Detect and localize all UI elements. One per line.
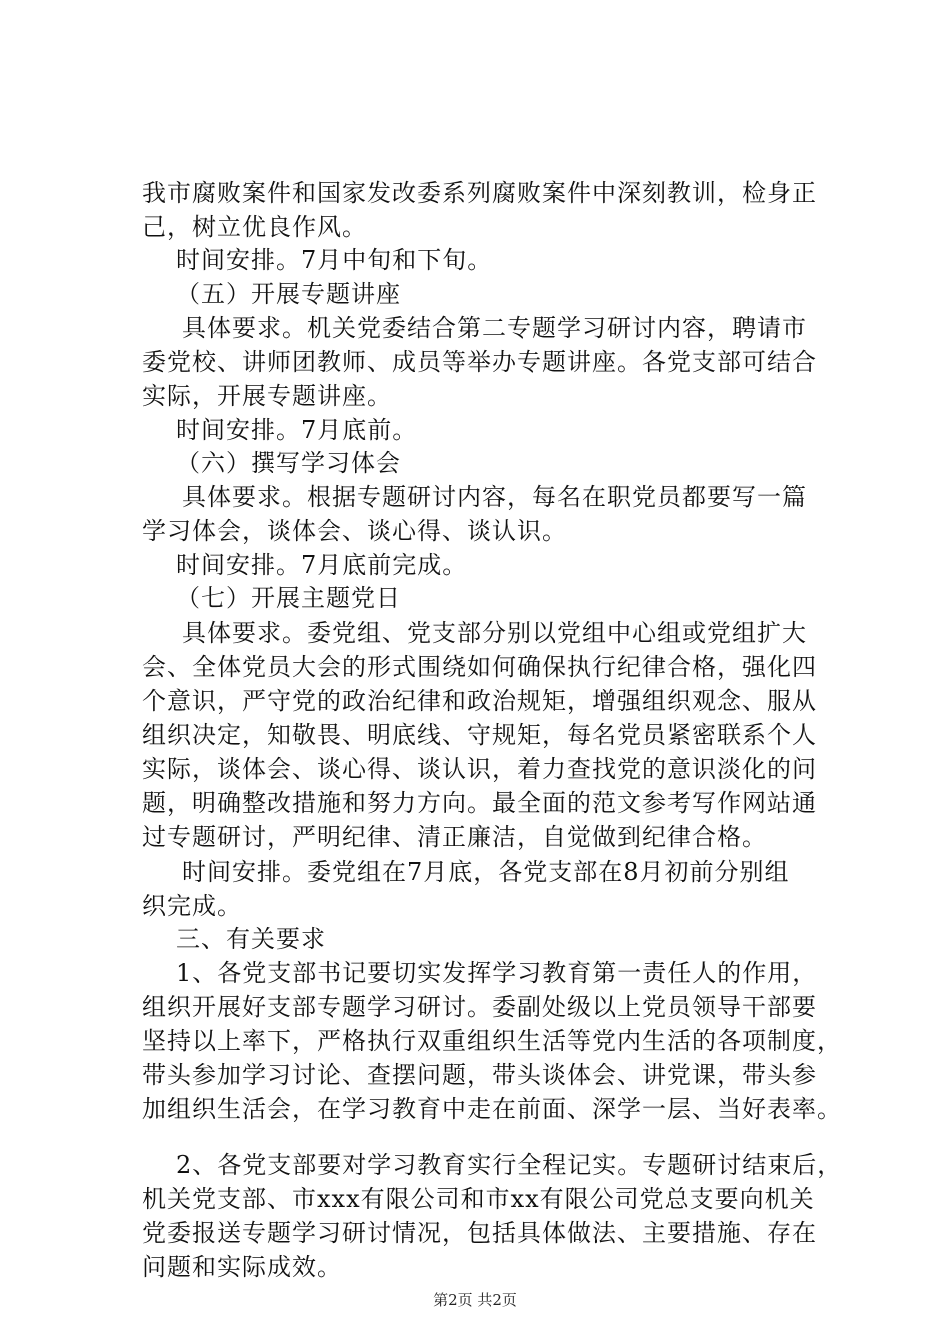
- text-line: 2、各党支部要对学习教育实行全程记实。专题研讨结束后，: [176, 1151, 843, 1179]
- text-line: 时间安排。7月底前完成。: [176, 551, 468, 579]
- text-line: 织完成。: [142, 892, 242, 920]
- text-line: 具体要求。委党组、党支部分别以党组中心组或党组扩大: [182, 619, 807, 647]
- text-line: 机关党支部、市xxx有限公司和市xx有限公司党总支要向机关: [142, 1185, 815, 1213]
- text-line: 1、各党支部书记要切实发挥学习教育第一责任人的作用，: [176, 959, 818, 987]
- text-line: 问题和实际成效。: [142, 1253, 342, 1281]
- text-line: 坚持以上率下，严格执行双重组织生活等党内生活的各项制度，: [142, 1027, 842, 1055]
- text-line: 具体要求。机关党委结合第二专题学习研讨内容，聘请市: [182, 314, 807, 342]
- text-line: 己，树立优良作风。: [142, 213, 367, 241]
- section-heading: （五）开展专题讲座: [176, 280, 401, 308]
- text-line: 具体要求。根据专题研讨内容，每名在职党员都要写一篇: [182, 483, 807, 511]
- text-line: 时间安排。7月中旬和下旬。: [176, 246, 493, 274]
- text-line: 组织决定，知敬畏、明底线、守规矩，每名党员紧密联系个人: [142, 721, 817, 749]
- section-heading: 三、有关要求: [176, 925, 326, 953]
- text-line: 时间安排。委党组在7月底，各党支部在8月初前分别组: [182, 858, 790, 886]
- section-heading: （七）开展主题党日: [176, 584, 401, 612]
- text-line: 学习体会，谈体会、谈心得、谈认识。: [142, 517, 567, 545]
- text-line: 实际，谈体会、谈心得、谈认识，着力查找党的意识淡化的问: [142, 755, 817, 783]
- text-line: 实际，开展专题讲座。: [142, 382, 392, 410]
- text-line: 时间安排。7月底前。: [176, 416, 418, 444]
- text-line: 我市腐败案件和国家发改委系列腐败案件中深刻教训，检身正: [142, 179, 817, 207]
- text-line: 个意识，严守党的政治纪律和政治规矩，增强组织观念、服从: [142, 687, 817, 715]
- text-line: 加组织生活会，在学习教育中走在前面、深学一层、当好表率。: [142, 1095, 842, 1123]
- text-line: 委党校、讲师团教师、成员等举办专题讲座。各党支部可结合: [142, 348, 817, 376]
- text-line: 带头参加学习讨论、查摆问题，带头谈体会、讲党课，带头参: [142, 1061, 817, 1089]
- text-line: 党委报送专题学习研讨情况，包括具体做法、主要措施、存在: [142, 1219, 817, 1247]
- page-number-footer: 第2页 共2页: [433, 1291, 517, 1309]
- text-line: 题，明确整改措施和努力方向。最全面的范文参考写作网站通: [142, 789, 817, 817]
- text-line: 会、全体党员大会的形式围绕如何确保执行纪律合格，强化四: [142, 653, 817, 681]
- section-heading: （六）撰写学习体会: [176, 449, 401, 477]
- text-line: 过专题研讨，严明纪律、清正廉洁，自觉做到纪律合格。: [142, 823, 767, 851]
- text-line: 组织开展好支部专题学习研讨。委副处级以上党员领导干部要: [142, 993, 817, 1021]
